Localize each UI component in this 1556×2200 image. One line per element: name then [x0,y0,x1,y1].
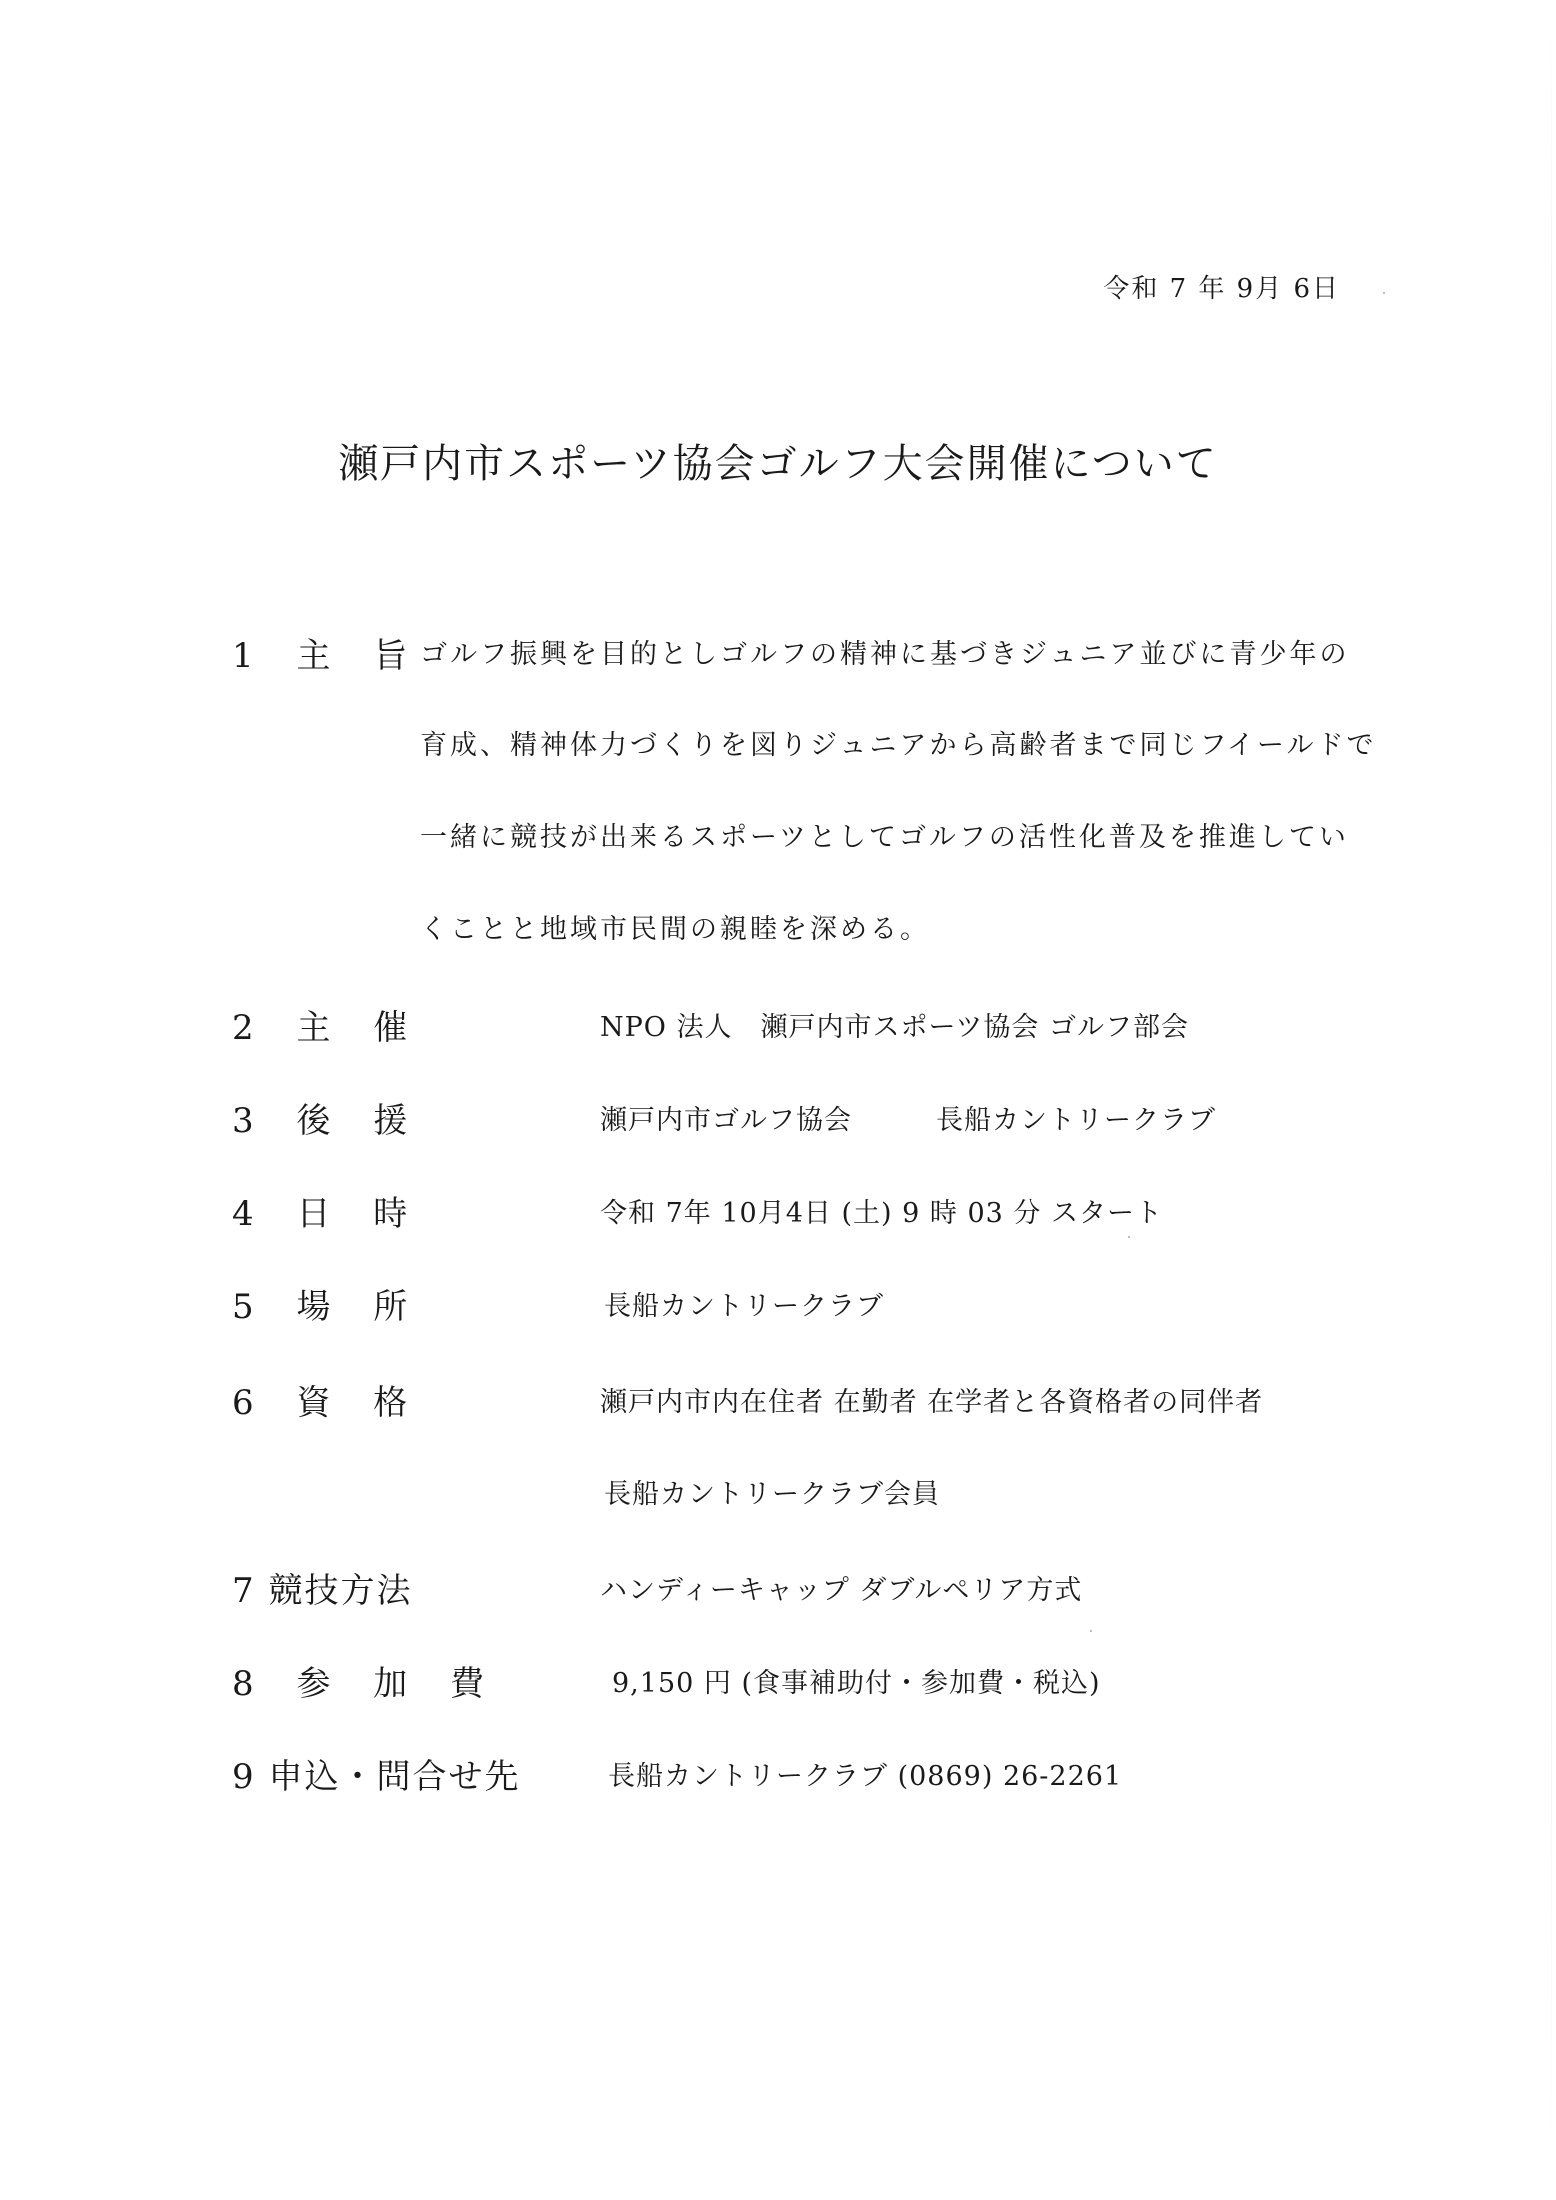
scan-speck [1383,292,1385,294]
item-value: 瀬戸内市内在住者 在勤者 在学者と各資格者の同伴者 [600,1387,1264,1418]
item-value: ハンディーキャップ ダブルペリア方式 [600,1575,1083,1606]
item-label: 9 申込・問合せ先 [232,1757,521,1797]
purpose-line: 一緒に競技が出来るスポーツとしてゴルフの活性化普及を推進してい [420,822,1349,853]
item-label: 3 後 援 [232,1101,424,1141]
scan-edge [1551,0,1552,2200]
item-value: 長船カントリークラブ会員 [604,1479,940,1510]
scan-speck [1128,1236,1130,1238]
item-label: 8 参 加 費 [232,1664,501,1704]
item-value: 9,150 円 (食事補助付・参加費・税込) [612,1668,1101,1699]
item-label: 5 場 所 [232,1287,424,1327]
document-title: 瀬戸内市スポーツ協会ゴルフ大会開催について [338,441,1218,487]
purpose-line: くことと地域市民間の親睦を深める。 [420,914,930,945]
item-value: 長船カントリークラブ (0869) 26-2261 [608,1761,1123,1792]
item-label: 2 主 催 [232,1008,424,1048]
purpose-line: 育成、精神体力づくりを図りジュニアから高齢者まで同じフイールドで [420,730,1377,761]
item-label: 4 日 時 [232,1194,424,1234]
purpose-line: ゴルフ振興を目的としゴルフの精神に基づきジュニア並びに青少年の [420,639,1350,670]
item-value: 令和 7年 10月4日 (土) 9 時 03 分 スタート [600,1198,1163,1229]
item-value: 瀬戸内市ゴルフ協会 長船カントリークラブ [600,1105,1216,1136]
item-value: 長船カントリークラブ [604,1291,884,1322]
item-value: NPO 法人 瀬戸内市スポーツ協会 ゴルフ部会 [600,1012,1190,1043]
document-date: 令和 7 年 9月 6日 [1103,274,1340,304]
item-label: 1 主 旨 [232,636,424,676]
item-label: 7 競技方法 [232,1571,413,1611]
scan-speck [1090,1630,1092,1632]
item-label: 6 資 格 [232,1383,424,1423]
